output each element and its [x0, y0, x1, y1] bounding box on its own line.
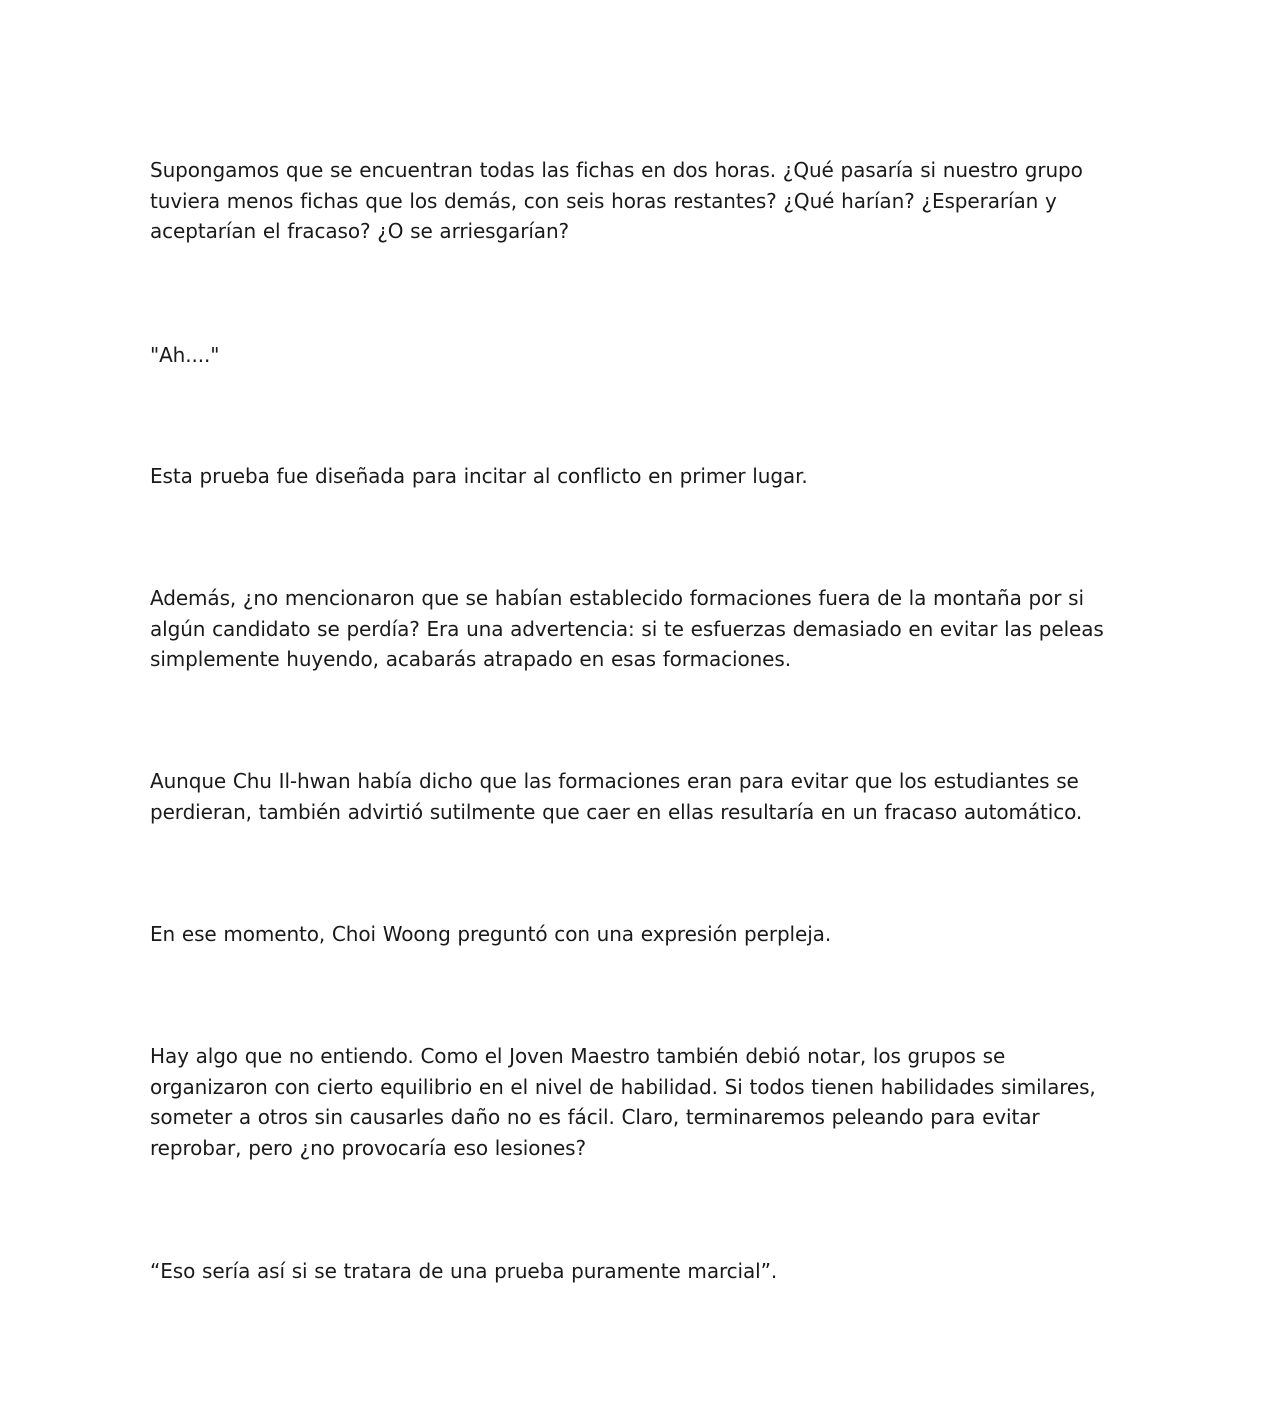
paragraph-2 — [150, 340, 1140, 371]
paragraph-5 — [150, 766, 1140, 827]
paragraph-line: organizaron con cierto equilibrio en el nivel de habilidad. Si todos tienen habilidades similares, — [150, 1074, 1096, 1099]
paragraph-1 — [150, 155, 1140, 247]
paragraph-line: aceptarían el fracaso? ¿O se arriesgarían? — [150, 219, 570, 243]
paragraph-line: reprobar, pero ¿no provocaría eso lesiones? — [150, 1135, 586, 1160]
paragraph-line: Esta prueba fue diseñada para incitar al conflicto en primer lugar. — [150, 464, 808, 488]
paragraph-line: Hay algo que no entiendo. Como el Joven Maestro también debió notar, los grupos se — [150, 1044, 1006, 1068]
paragraph-line: someter a otros sin causarles daño no es fácil. Claro, terminaremos peleando para evitar — [150, 1105, 1040, 1129]
paragraph-3 — [150, 461, 1140, 492]
paragraph-line: “Eso sería así si se tratara de una prueba puramente marcial”. — [150, 1259, 778, 1283]
paragraph-line: algún candidato se perdía? Era una advertencia: si te esfuerzas demasiado en evitar las peleas — [150, 616, 1104, 641]
paragraph-6 — [150, 919, 1140, 950]
paragraph-line: Aunque Chu Il-hwan había dicho que las formaciones eran para evitar que los estudiantes se — [150, 769, 1079, 793]
paragraph-line: En ese momento, Choi Woong preguntó con una expresión perpleja. — [150, 922, 832, 946]
paragraph-4 — [150, 583, 1140, 675]
paragraph-line: tuviera menos fichas que los demás, con seis horas restantes? ¿Qué harían? ¿Esperarían y — [150, 188, 1057, 213]
paragraph-line: Además, ¿no mencionaron que se habían establecido formaciones fuera de la montaña por si — [150, 586, 1084, 610]
paragraph-8 — [150, 1256, 1140, 1287]
paragraph-line: perdieran, también advirtió sutilmente que caer en ellas resultaría en un fracaso automático. — [150, 799, 1083, 824]
paragraph-7 — [150, 1041, 1140, 1163]
paragraph-line: Supongamos que se encuentran todas las fichas en dos horas. ¿Qué pasaría si nuestro grupo — [150, 158, 1083, 182]
paragraph-line: "Ah...." — [150, 343, 220, 367]
paragraph-line: simplemente huyendo, acabarás atrapado en esas formaciones. — [150, 647, 791, 671]
